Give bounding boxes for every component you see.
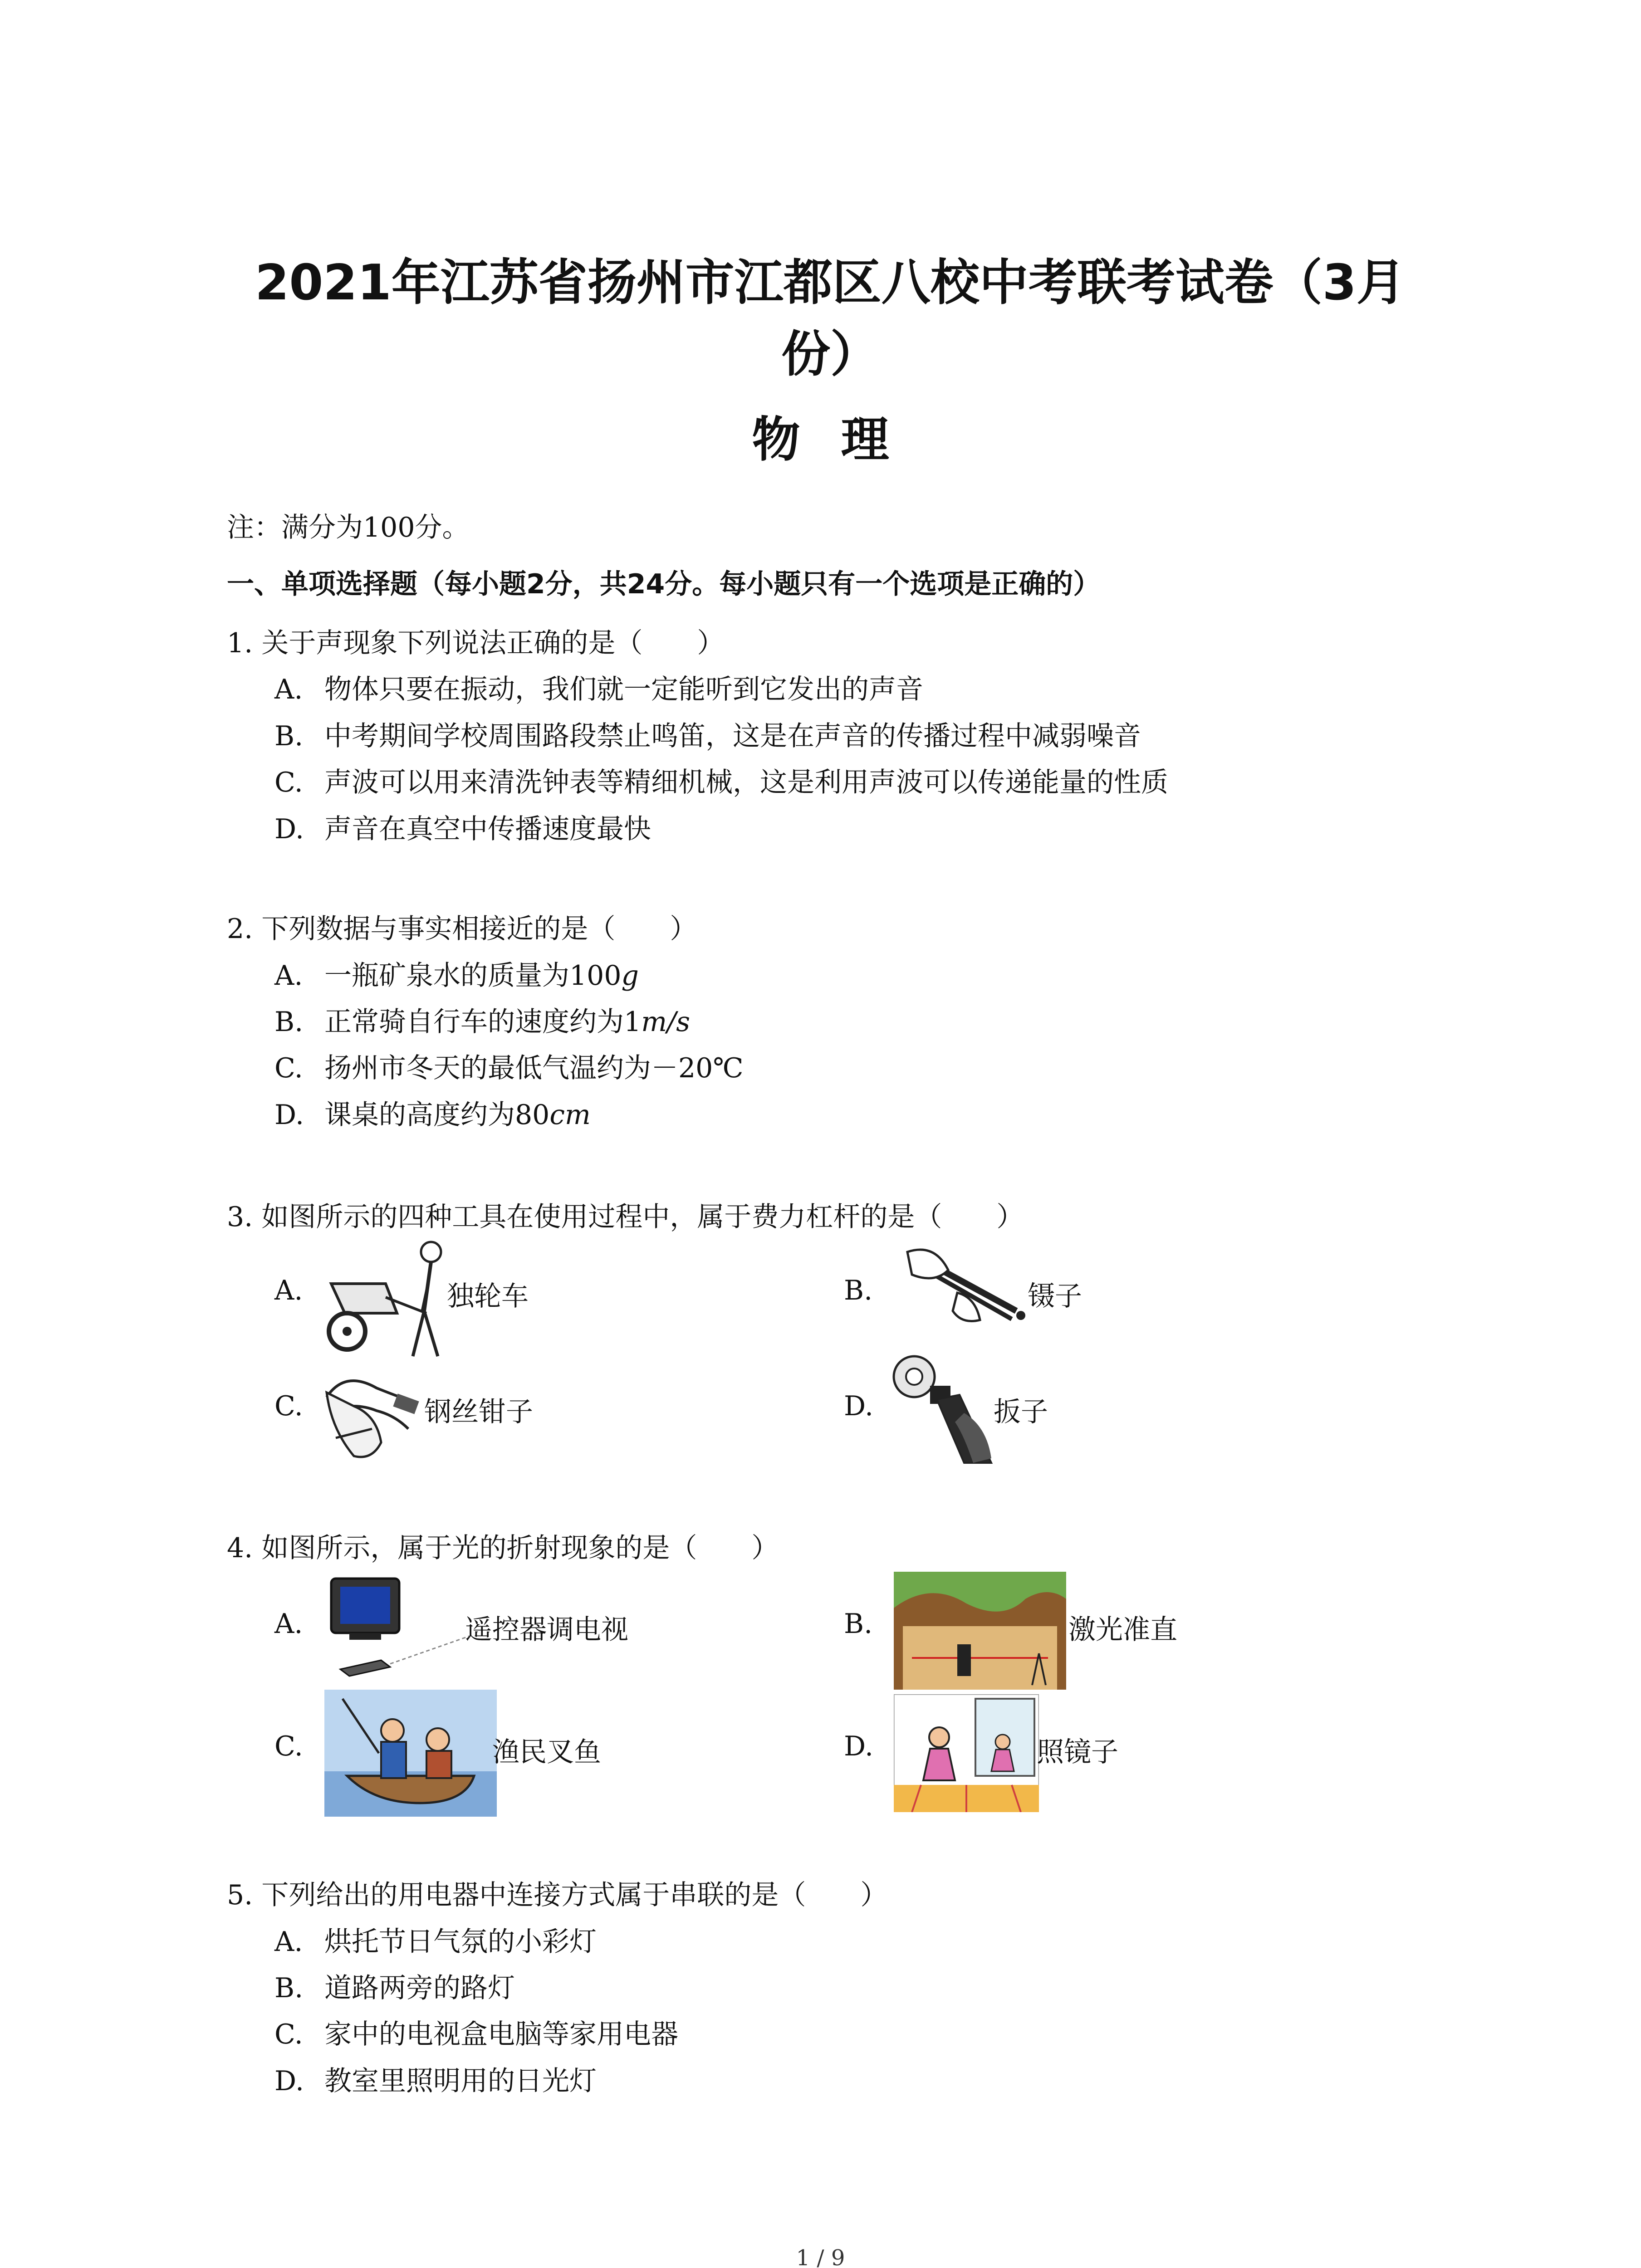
question-1-option-d: D. 声音在真空中传播速度最快 xyxy=(274,813,651,845)
question-1-option-a: A. 物体只要在振动，我们就一定能听到它发出的声音 xyxy=(274,674,923,705)
question-5-option-a: A. 烘托节日气氛的小彩灯 xyxy=(274,1926,597,1958)
question-2-option-a: A. 一瓶矿泉水的质量为100g xyxy=(274,960,639,992)
section-title: 一、单项选择题（每小题2分，共24分。每小题只有一个选项是正确的） xyxy=(227,568,1101,600)
question-3-option-a-text: 独轮车 xyxy=(447,1281,529,1312)
question-3-option-c-text: 钢丝钳子 xyxy=(424,1396,533,1428)
question-2-option-d: D. 课桌的高度约为80cm xyxy=(274,1099,591,1131)
question-4-option-a-text: 遥控器调电视 xyxy=(465,1614,628,1646)
question-3-option-a-label: A. xyxy=(274,1275,303,1306)
tv-remote-icon xyxy=(327,1574,476,1683)
question-4-option-b-text: 激光准直 xyxy=(1068,1614,1177,1646)
wrench-icon xyxy=(887,1349,1009,1472)
question-4-stem: 4. 如图所示，属于光的折射现象的是（ ） xyxy=(227,1532,779,1564)
question-4-option-b-label: B. xyxy=(844,1608,873,1640)
tweezers-icon xyxy=(889,1243,1034,1334)
question-3-option-d-text: 扳子 xyxy=(994,1396,1048,1428)
pliers-icon xyxy=(318,1361,422,1465)
wheelbarrow-icon xyxy=(318,1234,454,1361)
question-1-stem: 1. 关于声现象下列说法正确的是（ ） xyxy=(227,627,725,659)
question-3-option-c-label: C. xyxy=(274,1390,303,1422)
question-4-option-d-label: D. xyxy=(844,1730,874,1762)
question-2-option-b: B. 正常骑自行车的速度约为1m/s xyxy=(274,1006,691,1038)
question-2-stem: 2. 下列数据与事实相接近的是（ ） xyxy=(227,913,697,945)
question-2-option-c: C. 扬州市冬天的最低气温约为－20℃ xyxy=(274,1052,744,1084)
mirror-icon xyxy=(894,1694,1039,1812)
laser-tunnel-icon xyxy=(894,1572,1066,1690)
question-4-option-c-label: C. xyxy=(274,1730,303,1762)
question-5-stem: 5. 下列给出的用电器中连接方式属于串联的是（ ） xyxy=(227,1879,888,1911)
question-3-stem: 3. 如图所示的四种工具在使用过程中，属于费力杠杆的是（ ） xyxy=(227,1201,1024,1233)
question-4-option-d-text: 照镜子 xyxy=(1037,1736,1118,1768)
score-note: 注：满分为100分。 xyxy=(227,512,470,543)
question-3-option-b-label: B. xyxy=(844,1275,873,1306)
subject-heading: 物理 xyxy=(752,412,930,468)
page-number: 1 / 9 xyxy=(796,2245,845,2268)
fisherman-boat-icon xyxy=(324,1690,497,1817)
question-1-option-b: B. 中考期间学校周围路段禁止鸣笛，这是在声音的传播过程中减弱噪音 xyxy=(274,720,1141,752)
question-5-option-d: D. 教室里照明用的日光灯 xyxy=(274,2065,597,2097)
question-5-option-c: C. 家中的电视盒电脑等家用电器 xyxy=(274,2019,678,2050)
question-4-option-c-text: 渔民叉鱼 xyxy=(492,1736,601,1768)
question-3-option-b-text: 镊子 xyxy=(1028,1281,1082,1312)
question-5-option-b: B. 道路两旁的路灯 xyxy=(274,1972,515,2004)
question-3-option-d-label: D. xyxy=(844,1390,874,1422)
question-1-option-c: C. 声波可以用来清洗钟表等精细机械，这是利用声波可以传递能量的性质 xyxy=(274,767,1168,798)
question-4-option-a-label: A. xyxy=(274,1608,303,1640)
page-title: 2021年江苏省扬州市江都区八校中考联考试卷（3月份） xyxy=(255,254,1406,383)
